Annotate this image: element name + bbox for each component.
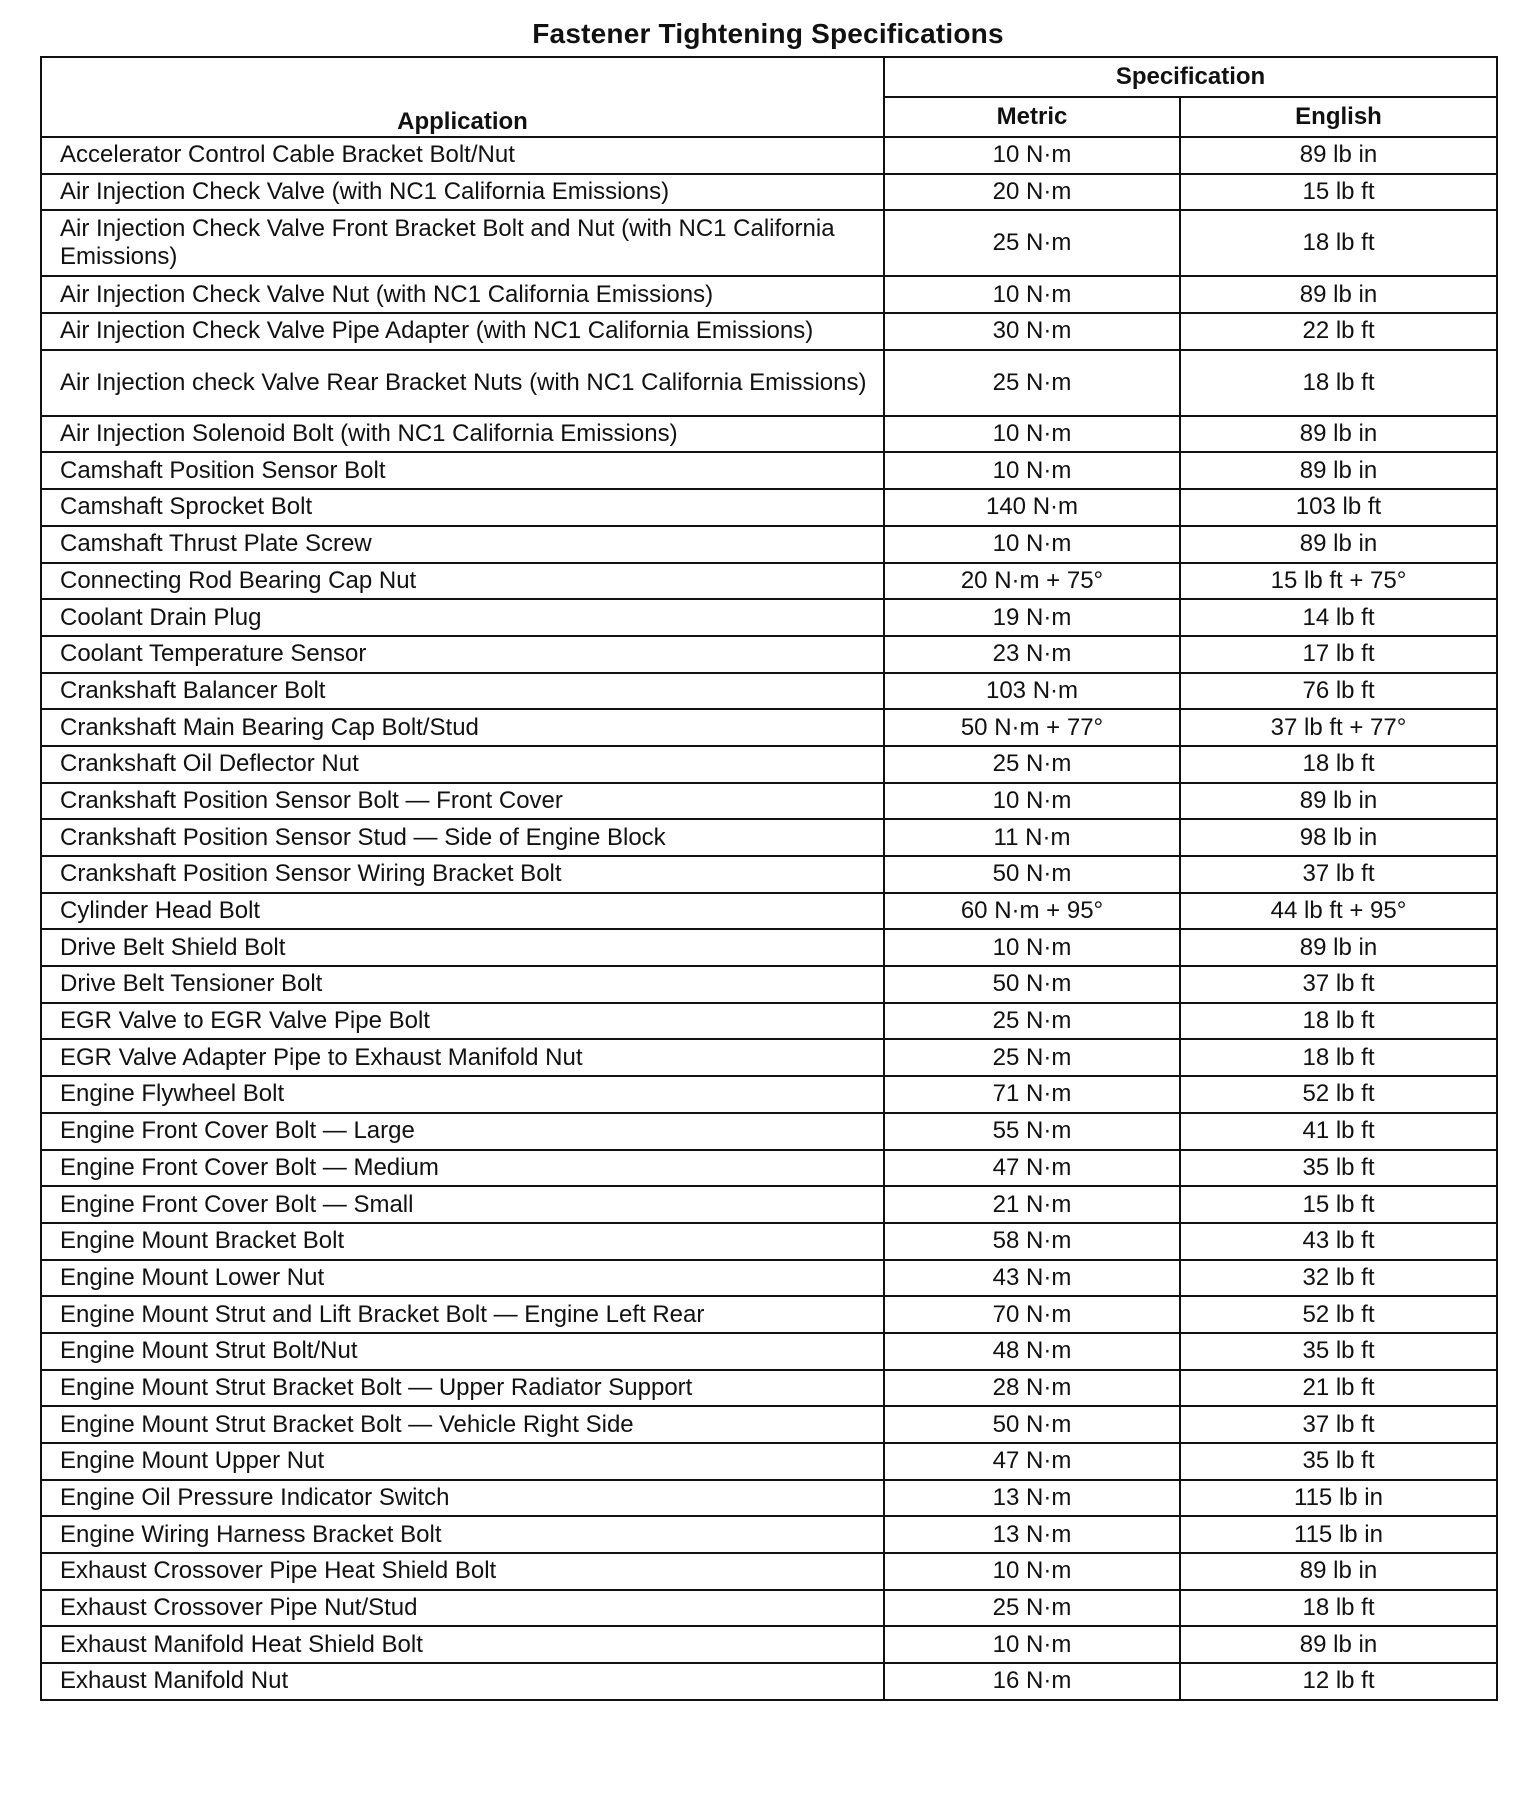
metric-cell: 21 N·m — [884, 1186, 1180, 1223]
english-cell: 41 lb ft — [1180, 1113, 1497, 1150]
application-cell: Camshaft Sprocket Bolt — [41, 489, 884, 526]
table-row — [41, 709, 1497, 746]
table-row — [41, 1223, 1497, 1260]
english-cell: 89 lb in — [1180, 929, 1497, 966]
table-row — [41, 599, 1497, 636]
table-row — [41, 1039, 1497, 1076]
english-cell: 17 lb ft — [1180, 636, 1497, 673]
application-cell: Exhaust Manifold Nut — [41, 1663, 884, 1700]
english-cell: 76 lb ft — [1180, 673, 1497, 710]
metric-cell: 70 N·m — [884, 1296, 1180, 1333]
english-cell: 89 lb in — [1180, 526, 1497, 563]
application-cell: Air Injection Check Valve (with NC1 California Emissions) — [41, 174, 884, 211]
table-row — [41, 966, 1497, 1003]
application-cell: Engine Front Cover Bolt — Medium — [41, 1150, 884, 1187]
metric-cell: 55 N·m — [884, 1113, 1180, 1150]
application-cell: Connecting Rod Bearing Cap Nut — [41, 563, 884, 600]
metric-cell: 140 N·m — [884, 489, 1180, 526]
application-cell: Engine Oil Pressure Indicator Switch — [41, 1480, 884, 1517]
metric-cell: 28 N·m — [884, 1370, 1180, 1407]
metric-cell: 10 N·m — [884, 137, 1180, 174]
metric-cell: 30 N·m — [884, 313, 1180, 350]
table-row — [41, 893, 1497, 930]
application-cell: Air Injection Check Valve Nut (with NC1 California Emissions) — [41, 276, 884, 313]
table-row — [41, 1186, 1497, 1223]
metric-cell: 13 N·m — [884, 1480, 1180, 1517]
application-cell: Air Injection Check Valve Pipe Adapter (with NC1 California Emissions) — [41, 313, 884, 350]
english-cell: 18 lb ft — [1180, 350, 1497, 416]
metric-cell: 60 N·m + 95° — [884, 893, 1180, 930]
application-cell: Crankshaft Position Sensor Bolt — Front Cover — [41, 783, 884, 820]
english-cell: 14 lb ft — [1180, 599, 1497, 636]
application-cell: Engine Mount Strut and Lift Bracket Bolt — Engine Left Rear — [41, 1296, 884, 1333]
table-row — [41, 313, 1497, 350]
metric-cell: 20 N·m — [884, 174, 1180, 211]
table-row — [41, 819, 1497, 856]
application-cell: Cylinder Head Bolt — [41, 893, 884, 930]
english-cell: 18 lb ft — [1180, 210, 1497, 276]
metric-cell: 25 N·m — [884, 1039, 1180, 1076]
english-cell: 44 lb ft + 95° — [1180, 893, 1497, 930]
application-cell: EGR Valve Adapter Pipe to Exhaust Manifold Nut — [41, 1039, 884, 1076]
metric-cell: 50 N·m — [884, 966, 1180, 1003]
english-cell: 18 lb ft — [1180, 746, 1497, 783]
table-row — [41, 1260, 1497, 1297]
table-row — [41, 636, 1497, 673]
application-cell: Drive Belt Shield Bolt — [41, 929, 884, 966]
fastener-spec-table — [40, 56, 1498, 1701]
english-cell: 52 lb ft — [1180, 1076, 1497, 1113]
application-cell: Engine Flywheel Bolt — [41, 1076, 884, 1113]
metric-cell: 10 N·m — [884, 526, 1180, 563]
metric-cell: 58 N·m — [884, 1223, 1180, 1260]
application-cell: Exhaust Crossover Pipe Heat Shield Bolt — [41, 1553, 884, 1590]
metric-cell: 11 N·m — [884, 819, 1180, 856]
metric-cell: 19 N·m — [884, 599, 1180, 636]
metric-cell: 10 N·m — [884, 416, 1180, 453]
table-row — [41, 1443, 1497, 1480]
application-cell: Accelerator Control Cable Bracket Bolt/Nut — [41, 137, 884, 174]
english-cell: 98 lb in — [1180, 819, 1497, 856]
english-cell: 37 lb ft — [1180, 856, 1497, 893]
english-cell: 21 lb ft — [1180, 1370, 1497, 1407]
application-cell: Coolant Temperature Sensor — [41, 636, 884, 673]
english-cell: 89 lb in — [1180, 137, 1497, 174]
metric-cell: 43 N·m — [884, 1260, 1180, 1297]
english-cell: 32 lb ft — [1180, 1260, 1497, 1297]
metric-cell: 50 N·m — [884, 1406, 1180, 1443]
english-cell: 15 lb ft — [1180, 174, 1497, 211]
table-row — [41, 1480, 1497, 1517]
table-row — [41, 1553, 1497, 1590]
application-cell: Crankshaft Balancer Bolt — [41, 673, 884, 710]
table-row — [41, 1590, 1497, 1627]
metric-cell: 20 N·m + 75° — [884, 563, 1180, 600]
english-cell: 89 lb in — [1180, 452, 1497, 489]
metric-cell: 25 N·m — [884, 210, 1180, 276]
metric-cell: 25 N·m — [884, 746, 1180, 783]
application-cell: Engine Mount Upper Nut — [41, 1443, 884, 1480]
table-row — [41, 350, 1497, 416]
english-cell: 35 lb ft — [1180, 1150, 1497, 1187]
application-cell: Air Injection Check Valve Front Bracket Bolt and Nut (with NC1 California Emissions) — [41, 210, 884, 276]
english-cell: 18 lb ft — [1180, 1039, 1497, 1076]
table-row — [41, 929, 1497, 966]
application-cell: Engine Mount Bracket Bolt — [41, 1223, 884, 1260]
application-cell: Coolant Drain Plug — [41, 599, 884, 636]
english-cell: 37 lb ft + 77° — [1180, 709, 1497, 746]
table-row — [41, 489, 1497, 526]
english-cell: 89 lb in — [1180, 1553, 1497, 1590]
metric-cell: 47 N·m — [884, 1443, 1180, 1480]
table-row — [41, 1113, 1497, 1150]
english-cell: 22 lb ft — [1180, 313, 1497, 350]
english-cell: 103 lb ft — [1180, 489, 1497, 526]
metric-cell: 10 N·m — [884, 1553, 1180, 1590]
application-cell: Drive Belt Tensioner Bolt — [41, 966, 884, 1003]
column-header-metric: Metric — [884, 97, 1180, 137]
application-cell: Camshaft Thrust Plate Screw — [41, 526, 884, 563]
table-row — [41, 1626, 1497, 1663]
application-cell: Air Injection Solenoid Bolt (with NC1 California Emissions) — [41, 416, 884, 453]
table-row — [41, 210, 1497, 276]
table-row — [41, 1663, 1497, 1700]
application-cell: Engine Front Cover Bolt — Small — [41, 1186, 884, 1223]
table-row — [41, 1296, 1497, 1333]
metric-cell: 47 N·m — [884, 1150, 1180, 1187]
metric-cell: 25 N·m — [884, 1590, 1180, 1627]
table-row — [41, 783, 1497, 820]
application-cell: Engine Front Cover Bolt — Large — [41, 1113, 884, 1150]
table-row — [41, 174, 1497, 211]
english-cell: 15 lb ft + 75° — [1180, 563, 1497, 600]
table-row — [41, 673, 1497, 710]
application-cell: Engine Mount Strut Bracket Bolt — Upper Radiator Support — [41, 1370, 884, 1407]
table-row — [41, 1516, 1497, 1553]
column-header-application: Application — [41, 57, 884, 137]
table-header — [41, 57, 1497, 137]
metric-cell: 10 N·m — [884, 452, 1180, 489]
metric-cell: 23 N·m — [884, 636, 1180, 673]
table-row — [41, 563, 1497, 600]
table-row — [41, 276, 1497, 313]
metric-cell: 48 N·m — [884, 1333, 1180, 1370]
page-title: Fastener Tightening Specifications — [532, 18, 1004, 49]
table-row — [41, 416, 1497, 453]
english-cell: 115 lb in — [1180, 1516, 1497, 1553]
english-cell: 18 lb ft — [1180, 1003, 1497, 1040]
application-cell: Exhaust Crossover Pipe Nut/Stud — [41, 1590, 884, 1627]
application-cell: Crankshaft Main Bearing Cap Bolt/Stud — [41, 709, 884, 746]
metric-cell: 103 N·m — [884, 673, 1180, 710]
table-row — [41, 856, 1497, 893]
metric-cell: 10 N·m — [884, 1626, 1180, 1663]
english-cell: 43 lb ft — [1180, 1223, 1497, 1260]
application-cell: Air Injection check Valve Rear Bracket Nuts (with NC1 California Emissions) — [41, 350, 884, 416]
table-body — [41, 137, 1497, 1700]
english-cell: 18 lb ft — [1180, 1590, 1497, 1627]
table-row — [41, 526, 1497, 563]
application-cell: Engine Wiring Harness Bracket Bolt — [41, 1516, 884, 1553]
english-cell: 37 lb ft — [1180, 966, 1497, 1003]
table-row — [41, 1076, 1497, 1113]
english-cell: 89 lb in — [1180, 276, 1497, 313]
metric-cell: 71 N·m — [884, 1076, 1180, 1113]
metric-cell: 50 N·m — [884, 856, 1180, 893]
table-row — [41, 137, 1497, 174]
english-cell: 35 lb ft — [1180, 1333, 1497, 1370]
metric-cell: 13 N·m — [884, 1516, 1180, 1553]
metric-cell: 50 N·m + 77° — [884, 709, 1180, 746]
table-row — [41, 746, 1497, 783]
english-cell: 35 lb ft — [1180, 1443, 1497, 1480]
metric-cell: 10 N·m — [884, 276, 1180, 313]
english-cell: 89 lb in — [1180, 783, 1497, 820]
english-cell: 15 lb ft — [1180, 1186, 1497, 1223]
english-cell: 89 lb in — [1180, 416, 1497, 453]
application-cell: Engine Mount Lower Nut — [41, 1260, 884, 1297]
application-cell: Crankshaft Position Sensor Stud — Side of Engine Block — [41, 819, 884, 856]
application-cell: Crankshaft Oil Deflector Nut — [41, 746, 884, 783]
english-cell: 89 lb in — [1180, 1626, 1497, 1663]
metric-cell: 16 N·m — [884, 1663, 1180, 1700]
application-cell: Camshaft Position Sensor Bolt — [41, 452, 884, 489]
table-row — [41, 1406, 1497, 1443]
table-row — [41, 1370, 1497, 1407]
application-cell: Engine Mount Strut Bolt/Nut — [41, 1333, 884, 1370]
column-header-specification: Specification — [884, 57, 1497, 97]
application-cell: Crankshaft Position Sensor Wiring Bracket Bolt — [41, 856, 884, 893]
table-row — [41, 452, 1497, 489]
table-row — [41, 1003, 1497, 1040]
metric-cell: 10 N·m — [884, 783, 1180, 820]
table-row — [41, 1150, 1497, 1187]
english-cell: 115 lb in — [1180, 1480, 1497, 1517]
table-row — [41, 1333, 1497, 1370]
metric-cell: 25 N·m — [884, 1003, 1180, 1040]
application-cell: Exhaust Manifold Heat Shield Bolt — [41, 1626, 884, 1663]
metric-cell: 10 N·m — [884, 929, 1180, 966]
english-cell: 37 lb ft — [1180, 1406, 1497, 1443]
application-cell: Engine Mount Strut Bracket Bolt — Vehicle Right Side — [41, 1406, 884, 1443]
application-cell: EGR Valve to EGR Valve Pipe Bolt — [41, 1003, 884, 1040]
english-cell: 52 lb ft — [1180, 1296, 1497, 1333]
metric-cell: 25 N·m — [884, 350, 1180, 416]
english-cell: 12 lb ft — [1180, 1663, 1497, 1700]
column-header-english: English — [1180, 97, 1497, 137]
